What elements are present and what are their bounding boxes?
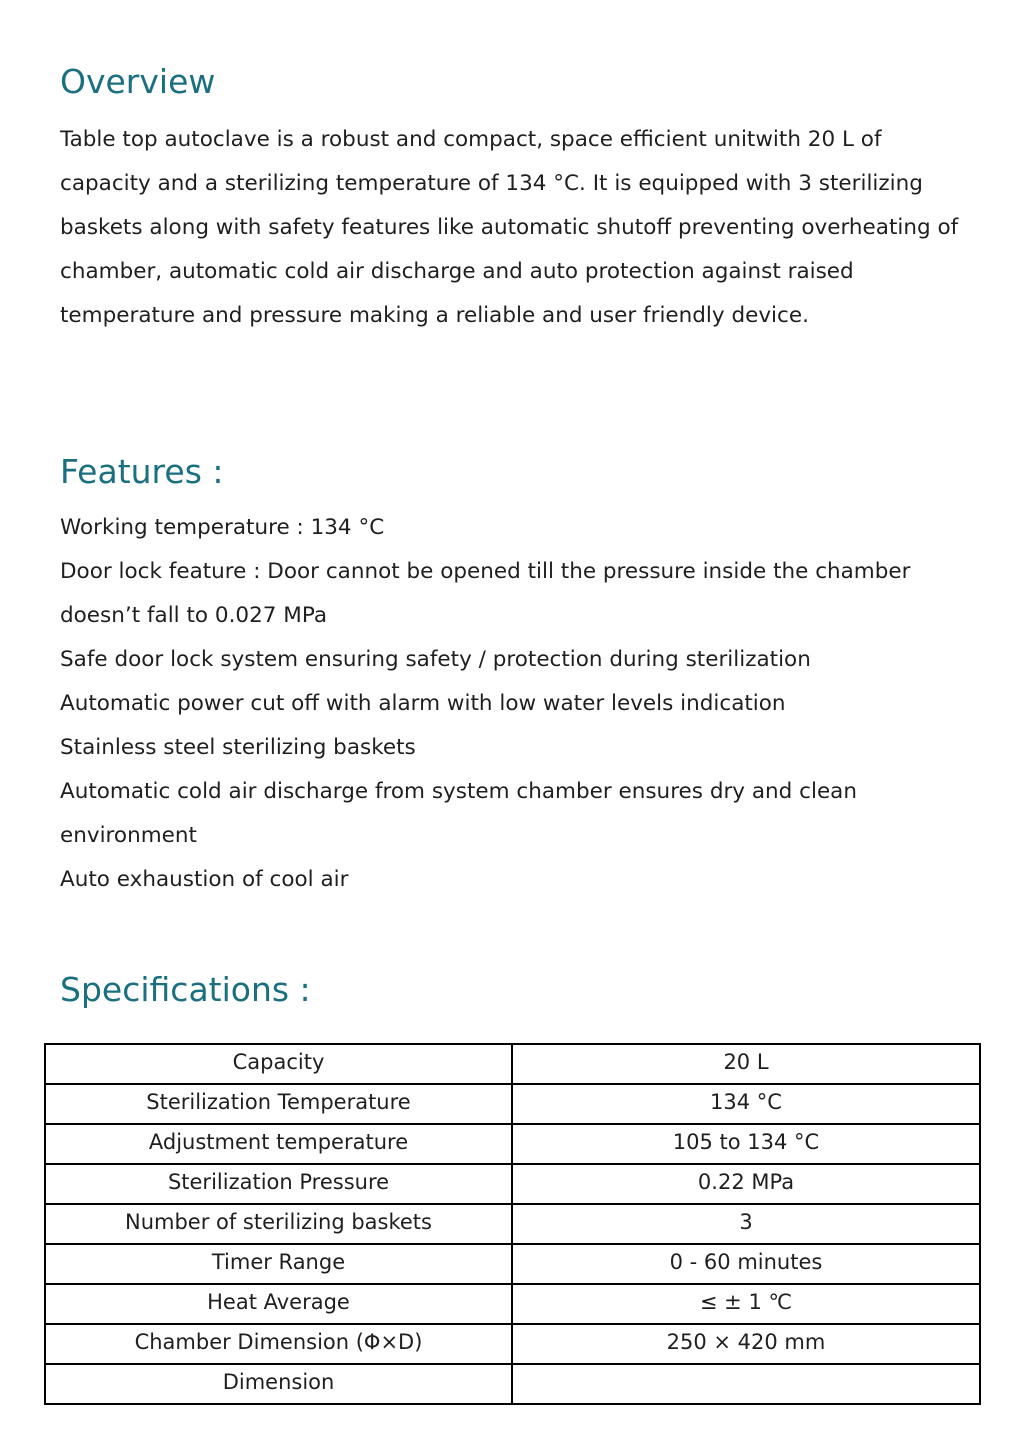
specifications-heading: Specifications : [60, 970, 311, 1009]
spec-label: Adjustment temperature [45, 1124, 512, 1164]
table-row [45, 1324, 980, 1364]
table-row [45, 1044, 980, 1084]
features-heading: Features : [60, 452, 224, 491]
feature-item: Stainless steel sterilizing baskets [60, 735, 416, 760]
table-row [45, 1084, 980, 1124]
spec-label: Sterilization Temperature [45, 1084, 512, 1124]
table-row [45, 1164, 980, 1204]
table-row [45, 1124, 980, 1164]
spec-value: 105 to 134 °C [512, 1124, 980, 1164]
feature-item: Auto exhaustion of cool air [60, 867, 349, 892]
specifications-table [44, 1043, 981, 1405]
spec-label: Capacity [45, 1044, 512, 1084]
feature-item: Working temperature : 134 °C [60, 515, 385, 540]
features-list [60, 506, 980, 902]
spec-label: Heat Average [45, 1284, 512, 1324]
spec-value: 20 L [512, 1044, 980, 1084]
table-row [45, 1204, 980, 1244]
spec-value: ≤ ± 1 ℃ [512, 1284, 980, 1324]
spec-value: 0.22 MPa [512, 1164, 980, 1204]
feature-item: Safe door lock system ensuring safety / protection during sterilization [60, 647, 811, 672]
feature-item: Automatic power cut off with alarm with low water levels indication [60, 691, 786, 716]
spec-value [512, 1364, 980, 1404]
spec-label: Chamber Dimension (Φ×D) [45, 1324, 512, 1364]
spec-value: 0 - 60 minutes [512, 1244, 980, 1284]
spec-label: Dimension [45, 1364, 512, 1404]
spec-value: 3 [512, 1204, 980, 1244]
overview-heading: Overview [60, 62, 216, 101]
spec-label: Sterilization Pressure [45, 1164, 512, 1204]
feature-item: Automatic cold air discharge from system chamber ensures dry and clean environment [60, 779, 857, 848]
overview-paragraph: Table top autoclave is a robust and compact, space efficient unitwith 20 L of capacity and a sterilizing temperature of 134 °C. It is equipped with 3 sterilizing baskets along with safety features like automatic shutoff preventing overheating of chamber, automatic cold air discharge and auto protection against raised temperature and pressure making a reliable and user friendly device. [60, 127, 959, 328]
spec-value: 134 °C [512, 1084, 980, 1124]
feature-item: Door lock feature : Door cannot be opened till the pressure inside the chamber doesn’t fall to 0.027 MPa [60, 559, 911, 628]
table-row [45, 1284, 980, 1324]
spec-label: Number of sterilizing baskets [45, 1204, 512, 1244]
spec-label: Timer Range [45, 1244, 512, 1284]
spec-value: 250 × 420 mm [512, 1324, 980, 1364]
table-row [45, 1364, 980, 1404]
table-row [45, 1244, 980, 1284]
